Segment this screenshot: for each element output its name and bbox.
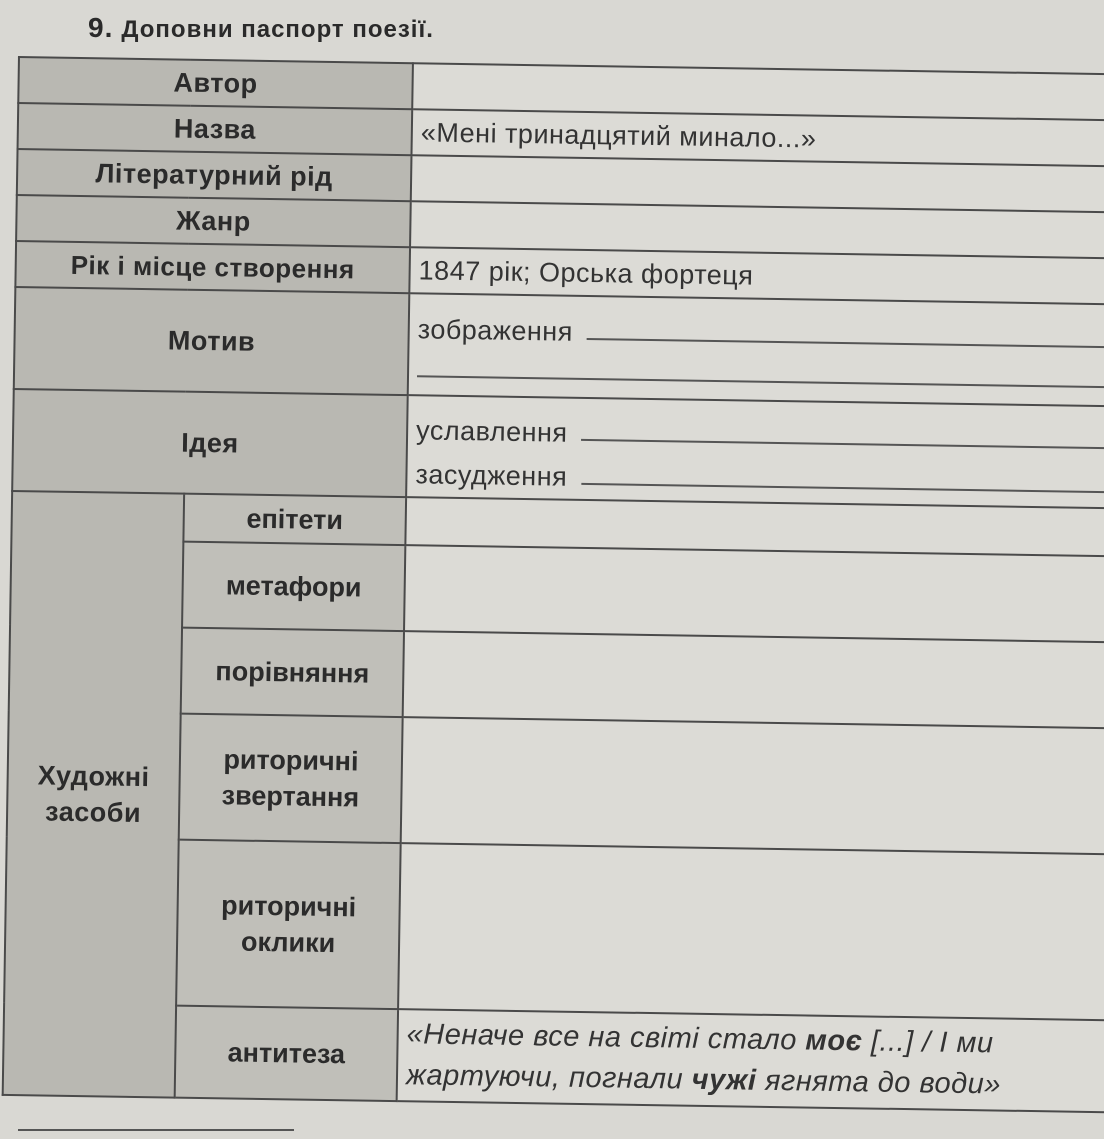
literary-kind-label: Літературний рід — [17, 149, 412, 201]
year-place-field[interactable]: 1847 рік; Орська фортеця — [409, 247, 1104, 304]
row-idea — [12, 389, 1104, 508]
footer-rule — [18, 1129, 294, 1131]
rhetorical-addresses-field[interactable] — [401, 717, 1104, 854]
rhetorical-addresses-line2: звертання — [221, 780, 360, 813]
year-place-label: Рік і місце створення — [15, 241, 410, 293]
title-field[interactable]: «Мені тринадцятий минало...» — [411, 109, 1104, 166]
row-motive — [14, 287, 1104, 406]
rhetorical-exclamations-line1: риторичні — [220, 889, 357, 922]
author-label: Автор — [18, 57, 413, 109]
artistic-devices-label-line1: Художні — [37, 759, 150, 792]
task-text: Доповни паспорт поезії. — [121, 16, 434, 43]
genre-label: Жанр — [16, 195, 411, 247]
rhetorical-exclamations-line2: оклики — [240, 926, 336, 959]
rhetorical-addresses-line1: риторичні — [223, 743, 359, 776]
title-label: Назва — [18, 103, 413, 155]
comparisons-label: порівняння — [181, 628, 404, 717]
antithesis-quote — [397, 1009, 1104, 1112]
idea-prefix-glorify: уславлення — [415, 415, 568, 448]
rhetorical-exclamations-field[interactable] — [398, 843, 1104, 1020]
task-number: 9. — [88, 12, 114, 43]
rhetorical-exclamations-label — [176, 840, 401, 1009]
epithets-label: епітети — [183, 494, 406, 545]
antithesis-quote-line2: жартуючи, погнали чужі ягнята до води» — [405, 1059, 1002, 1101]
idea-label: Ідея — [12, 389, 408, 497]
comparisons-field[interactable] — [403, 631, 1104, 728]
motive-prefix: зображення — [417, 314, 574, 347]
idea-answer-line-2 — [581, 483, 1104, 493]
idea-field[interactable] — [406, 395, 1104, 508]
rhetorical-addresses-label — [179, 714, 403, 843]
motive-label: Мотив — [14, 287, 410, 395]
motive-answer-line — [587, 338, 1104, 348]
artistic-devices-label-line2: засоби — [44, 796, 142, 829]
artistic-devices-label — [3, 491, 184, 1098]
task-title — [88, 12, 434, 44]
poem-passport-table — [2, 56, 1104, 1113]
antithesis-bold-word-2: чужі — [691, 1063, 757, 1097]
metaphors-field[interactable] — [404, 545, 1104, 642]
metaphors-label: метафори — [182, 542, 405, 631]
idea-answer-line-1 — [581, 439, 1104, 449]
idea-prefix-condemn: засудження — [415, 459, 568, 492]
antithesis-quote-line1: «Неначе все на світі стало моє [...] / І ми — [406, 1018, 994, 1060]
antithesis-bold-word-1: моє — [805, 1024, 863, 1058]
antithesis-label: антитеза — [175, 1006, 398, 1101]
motive-field[interactable] — [408, 293, 1104, 406]
